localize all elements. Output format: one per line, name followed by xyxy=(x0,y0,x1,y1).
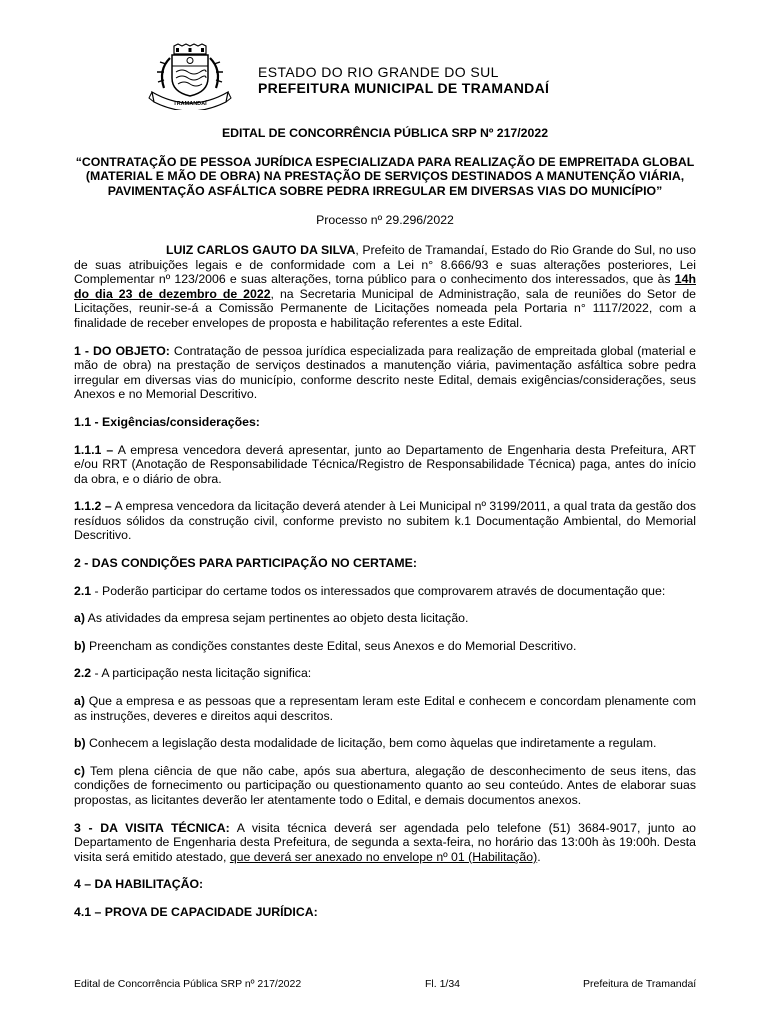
mayor-name: LUIZ CARLOS GAUTO DA SILVA xyxy=(166,242,356,257)
header-state: ESTADO DO RIO GRANDE DO SUL xyxy=(258,64,499,80)
footer-document-ref: Edital de Concorrência Pública SRP nº 217/2022 xyxy=(74,978,302,990)
section-2-1-a: a) As atividades da empresa sejam pertinentes ao objeto desta licitação. xyxy=(74,611,469,626)
section-3-technical-visit: 3 - DA VISITA TÉCNICA: A visita técnica deverá ser agendada pelo telefone (51) 3684-9017, junto ao Departamento de Engenharia desta Prefeitura, de segunda a sexta-feira, no horário das 13:00h às 19:00h. Desta visita será emitido atestado, que deverá ser anexado no envelope nº 01 (Habilitação). xyxy=(74,820,696,864)
section-2-1: 2.1 - Poderão participar do certame todos os interessados que comprovarem através de documentação que: xyxy=(74,583,666,598)
session-date: 14h do dia 23 de dezembro de 2022 xyxy=(74,272,696,301)
footer-page-number: Fl. 1/34 xyxy=(425,978,461,990)
process-number: Processo nº 29.296/2022 xyxy=(316,213,454,228)
section-4-heading: 4 – DA HABILITAÇÃO: xyxy=(74,877,204,892)
section-2-2: 2.2 - A participação nesta licitação significa: xyxy=(74,666,312,681)
section-1-1-1: 1.1.1 – A empresa vencedora deverá apresentar, junto ao Departamento de Engenharia desta Prefeitura, ART e/ou RRT (Anotação de Responsabilidade Técnica/Registro de Responsabilidade Técnica) paga, antes do início da obra, e o diário de obra. xyxy=(74,442,696,486)
section-1-1-heading: 1.1 - Exigências/considerações: xyxy=(74,414,260,429)
intro-paragraph: LUIZ CARLOS GAUTO DA SILVA, Prefeito de Tramandaí, Estado do Rio Grande do Sul, no uso de suas atribuições legais e de conformidade com a Lei n° 8.666/93 e suas alterações posteriores, Lei Complementar nº 123/2006 e suas alterações, torna público para o conhecimento dos interessados, que às 14h do dia 23 de dezembro de 2022, na Secretaria Municipal de Administração, sala de reuniões do Setor de Licitações, reunir-se-á a Comissão Permanente de Licitações nomeada pela Portaria n° 1117/2022, com a finalidade de receber envelopes de proposta e habilitação referentes a este Edital. xyxy=(74,242,696,330)
header-city-hall: PREFEITURA MUNICIPAL DE TRAMANDAÍ xyxy=(258,80,550,96)
section-1-object: 1 - DO OBJETO: Contratação de pessoa jurídica especializada para realização de empreitada global (material e mão de obra) na prestação de serviços destinados a manutenção viária, pavimentação asfáltica sobre pedra irregular em diversas vias do município, conforme descrito neste Edital, demais exigências/considerações, seus Anexos e no Memorial Descritivo. xyxy=(74,343,696,402)
section-2-heading: 2 - DAS CONDIÇÕES PARA PARTICIPAÇÃO NO CERTAME: xyxy=(74,556,417,571)
section-2-2-b: b) Conhecem a legislação desta modalidade de licitação, bem como àquelas que indiretamente a regulam. xyxy=(74,736,657,751)
document-body xyxy=(74,126,696,933)
section-4-1-heading: 4.1 – PROVA DE CAPACIDADE JURÍDICA: xyxy=(74,904,318,919)
coat-of-arms-icon xyxy=(148,42,232,110)
section-2-2-a: a) Que a empresa e as pessoas que a representam leram este Edital e conhecem e concordam plenamente com as instruções, deveres e direitos aqui descritos. xyxy=(74,694,696,723)
section-1-1-2: 1.1.2 – A empresa vencedora da licitação deverá atender à Lei Municipal nº 3199/2011, a qual trata da gestão dos resíduos sólidos da construção civil, conforme previsto no subitem k.1 Documentação Ambiental, do Memorial Descritivo. xyxy=(74,499,696,543)
document-subject: “CONTRATAÇÃO DE PESSOA JURÍDICA ESPECIALIZADA PARA REALIZAÇÃO DE EMPREITADA GLOBAL (MATERIAL E MÃO DE OBRA) NA PRESTAÇÃO DE SERVIÇOS DESTINADOS A MANUTENÇÃO VIÁRIA, PAVIMENTAÇÃO ASFÁLTICA SOBRE PEDRA IRREGULAR EM DIVERSAS VIAS DO MUNICÍPIO” xyxy=(75,154,695,198)
crest-ribbon-text: TRAMANDAÍ xyxy=(173,101,207,107)
section-2-2-c: c) Tem plena ciência de que não cabe, após sua abertura, alegação de desconhecimento de seus itens, das condições de fornecimento ou participação ou questionamento quanto ao seu conteúdo. Antes de elaborar suas propostas, as licitantes deverão ler atentamente todo o Edital, e demais documentos anexos. xyxy=(74,763,696,807)
document-title: EDITAL DE CONCORRÊNCIA PÚBLICA SRP Nº 217/2022 xyxy=(221,126,549,140)
section-2-1-b: b) Preencham as condições constantes deste Edital, seus Anexos e do Memorial Descritivo. xyxy=(74,638,577,653)
footer-issuer: Prefeitura de Tramandaí xyxy=(583,978,697,990)
